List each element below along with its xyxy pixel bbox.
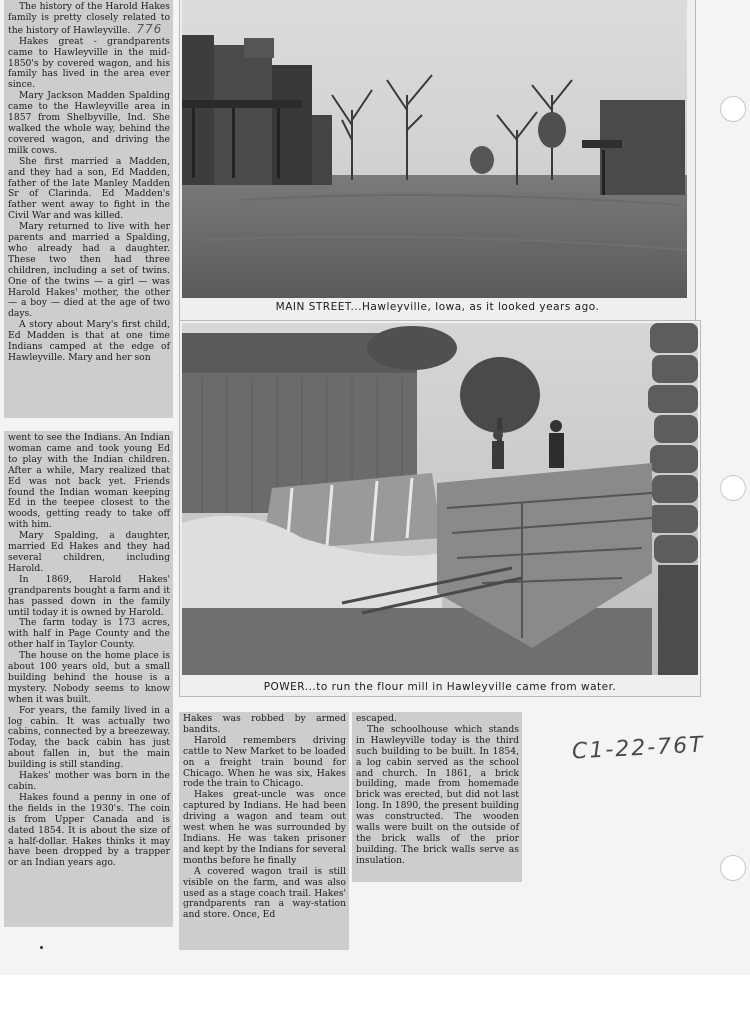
paragraph: In 1869, Harold Hakes' grandparents bought a farm and it has passed down in the family until today it is owned by Harold. [8, 573, 170, 618]
paragraph: A covered wagon trail is still visible on the farm, and was also used as a stage coach trail. Hakes' grandparents ran a way-station and store. Once, Ed [183, 865, 346, 921]
handwritten-archive-number: C1-22-76T [571, 732, 706, 765]
binder-hole-middle [720, 475, 746, 501]
paragraph: The history of the Harold Hakes family is pretty closely related to the history of Hawleyville. [8, 1, 170, 36]
article-column-1-part-2 [4, 431, 173, 927]
binder-hole-top [720, 96, 746, 122]
flour-mill-dam-photo [182, 323, 698, 675]
photo-main-street-frame [180, 0, 695, 324]
handwritten-page-number: 776 [136, 21, 163, 36]
paragraph: A story about Mary's first child, Ed Madden is that at one time Indians camped at the edge of Hawleyville. Mary and her son [8, 319, 170, 363]
power-caption: POWER...to run the flour mill in Hawleyville came from water. [263, 681, 617, 693]
paragraph: The farm today is 173 acres, with half in Page County and the other half in Taylor County. [8, 617, 170, 651]
paragraph: Mary Spalding, a daughter, married Ed Hakes and they had several children, including Harold. [8, 530, 170, 574]
main-street-caption: MAIN STREET...Hawleyville, Iowa, as it looked years ago. [275, 301, 600, 313]
article-column-3 [352, 712, 522, 882]
paragraph: For years, the family lived in a log cabin. It was actually two cabins, connected by a breezeway. Today, the back cabin has just about fallen in, but the main building is still standing. [8, 704, 170, 771]
main-street-photo [182, 0, 695, 298]
paragraph: escaped. [356, 713, 397, 724]
paragraph: Hakes' mother was born in the cabin. [8, 770, 170, 792]
paragraph: went to see the Indians. An Indian woman came and took young Ed to play with the Indian children. After a while, Mary realized that Ed was not back yet. Friends found the Indian woman keeping Ed in the teepee closest to the woods, getting ready to take off with him. [8, 432, 170, 531]
margin-mark [40, 946, 43, 949]
paragraph: She first married a Madden, and they had a son, Ed Madden, father of the late Manley Madden Sr of Clarinda. Ed Madden's father went away to fight in the Civil War and was killed. [8, 155, 170, 222]
paragraph: Hakes great-uncle was once captured by Indians. He had been driving a wagon and team out west when he was surrounded by Indians. He was taken prisoner and kept by the Indians for several months before he finally [183, 789, 346, 866]
paragraph: Hakes found a penny in one of the fields in the 1930's. The coin is from Upper Canada and is dated 1854. It is about the size of a half-dollar. Hakes thinks it may have been dropped by a trapper or an Indian years ago. [8, 791, 170, 869]
photo-mill-frame [180, 321, 700, 696]
article-column-1-part-1 [4, 0, 173, 418]
paragraph: The schoolhouse which stands in Hawleyville today is the third such building to be built. In 1854, a log cabin served as the school and church. In 1861, a brick building, made from homemade brick was erected, but did not last long. In 1890, the present building was constructed. The wooden walls were built on the outside of the brick walls of the prior building. The brick walls serve as insulation. [356, 723, 519, 866]
paragraph: The house on the home place is about 100 years old, but a small building behind the house is a mystery. Nobody seems to know when it was built. [8, 650, 170, 705]
paragraph: Mary Jackson Madden Spalding came to the Hawleyville area in 1857 from Shelbyville, Ind. She walked the whole way, behind the covered wagon, and driving the milk cows. [8, 90, 170, 156]
paragraph: Hakes was robbed by armed bandits. [183, 713, 346, 735]
article-column-2 [179, 712, 349, 950]
paragraph: Harold remembers driving cattle to New Market to be loaded on a freight train bound for Chicago. When he was six, Hakes rode the train to Chicago. [183, 734, 346, 790]
paragraph: Hakes great - grandparents came to Hawleyville in the mid-1850's by covered wagon, and his family has lived in the area ever since. [8, 35, 170, 91]
paragraph: Mary returned to live with her parents and married a Spalding, who already had a daughter. These two then had three children, including a set of twins. One of the twins — a girl — was Harold Hakes' mother, the other — a boy — died at the age of two days. [8, 221, 170, 320]
binder-hole-bottom [720, 855, 746, 881]
